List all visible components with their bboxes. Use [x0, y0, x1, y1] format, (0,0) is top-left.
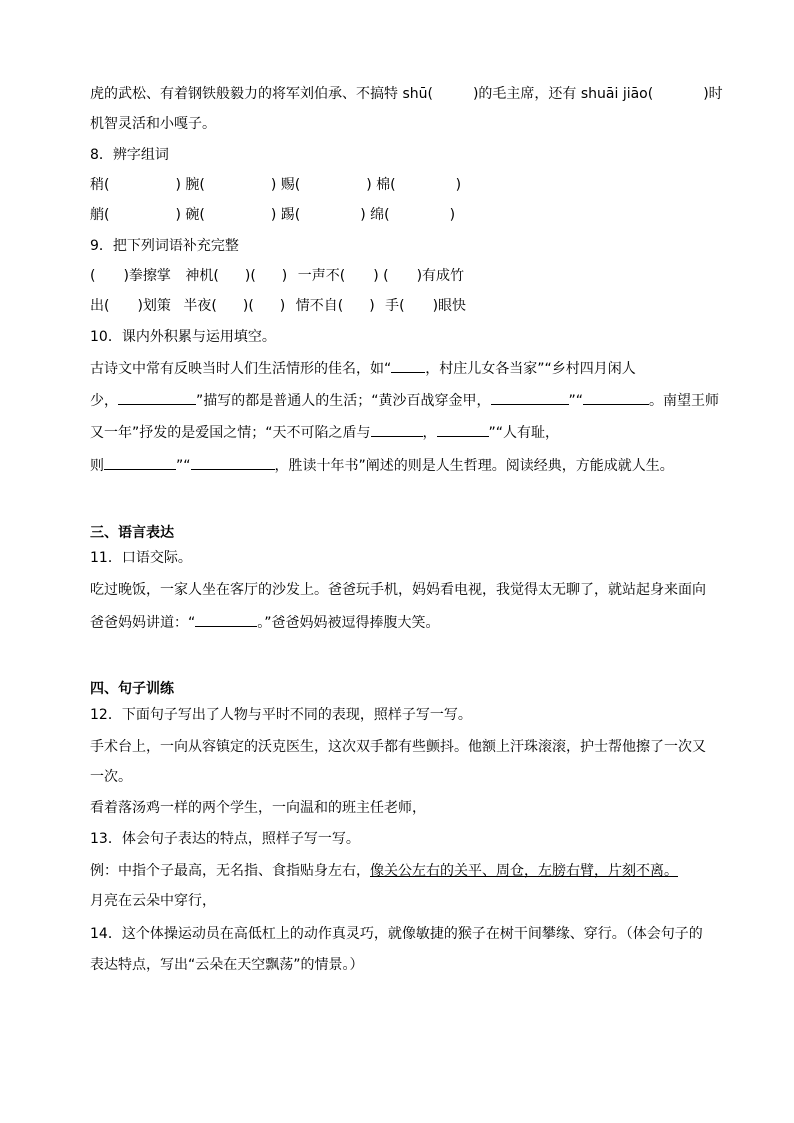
text-line: 手术台上，一向从容镇定的沃克医生，这次双手都有些颤抖。他额上汗珠滚滚，护士帮他擦了一次又 [90, 739, 706, 755]
question-12-title: 12．下面句子写出了人物与平时不同的表现，照样子写一写。 [90, 707, 472, 723]
question-10-title: 10．课内外积累与运用填空。 [90, 329, 276, 345]
question-8-row-1: 稍( ) 腕( ) 赐( ) 棉( ) [90, 177, 462, 193]
text-line: 吃过晚饭，一家人坐在客厅的沙发上。爸爸玩手机，妈妈看电视，我觉得太无聊了，就站起身来面向 [90, 582, 706, 598]
example-line: 例：中指个子最高，无名指、食指贴身左右，像关公左右的关平、周仓，左膀右臂，片刻不离。 [90, 863, 678, 879]
text-line: 古诗文中常有反映当时人们生活情形的佳名，如“ ，村庄儿女各当家”“乡村四月闲人 [90, 358, 636, 379]
question-9-row-2: 出( )划策 半夜( )( ) 情不自( ) 手( )眼快 [90, 298, 467, 314]
text-line: 爸爸妈妈讲道：“ 。”爸爸妈妈被逗得捧腹大笑。 [90, 612, 440, 633]
question-9-row-1: ( )拳擦掌 神机( )( ) 一声不( ) ( )有成竹 [90, 268, 465, 284]
question-9-title: 9．把下列词语补充完整 [90, 238, 239, 254]
section-4-heading: 四、句子训练 [90, 681, 174, 697]
question-13-title: 13．体会句子表达的特点，照样子写一写。 [90, 831, 360, 847]
question-8-title: 8．辨字组词 [90, 147, 169, 163]
question-11-title: 11．口语交际。 [90, 550, 192, 566]
text-line: 虎的武松、有着钢铁般毅力的将军刘伯承、不搞特 shū( )的毛主席，还有 shuāi jiāo( )时 [90, 86, 723, 102]
text-line: 看着落汤鸡一样的两个学生，一向温和的班主任老师， [90, 800, 426, 816]
text-line: 表达特点，写出“云朵在天空飘荡”的情景。） [90, 957, 364, 973]
text-line: 月亮在云朵中穿行， [90, 893, 216, 909]
question-14-title: 14．这个体操运动员在高低杠上的动作真灵巧，就像敏捷的猴子在树干间攀缘、穿行。（体会句子的 [90, 926, 703, 942]
text-line: 机智灵活和小嘎子。 [90, 116, 216, 132]
section-3-heading: 三、语言表达 [90, 525, 174, 541]
text-line: 少， ”描写的都是普通人的生活；“黄沙百战穿金甲， ”“ 。南望王师 [90, 390, 719, 411]
text-line: 一次。 [90, 769, 132, 785]
text-line: 则 ”“ ，胜读十年书”阐述的则是人生哲理。阅读经典，方能成就人生。 [90, 455, 674, 476]
text-line: 又一年”抒发的是爱国之情；“天不可陷之盾与 ， ”“人有耻， [90, 422, 559, 443]
question-8-row-2: 艄( ) 碗( ) 踢( ) 绵( ) [90, 207, 456, 223]
